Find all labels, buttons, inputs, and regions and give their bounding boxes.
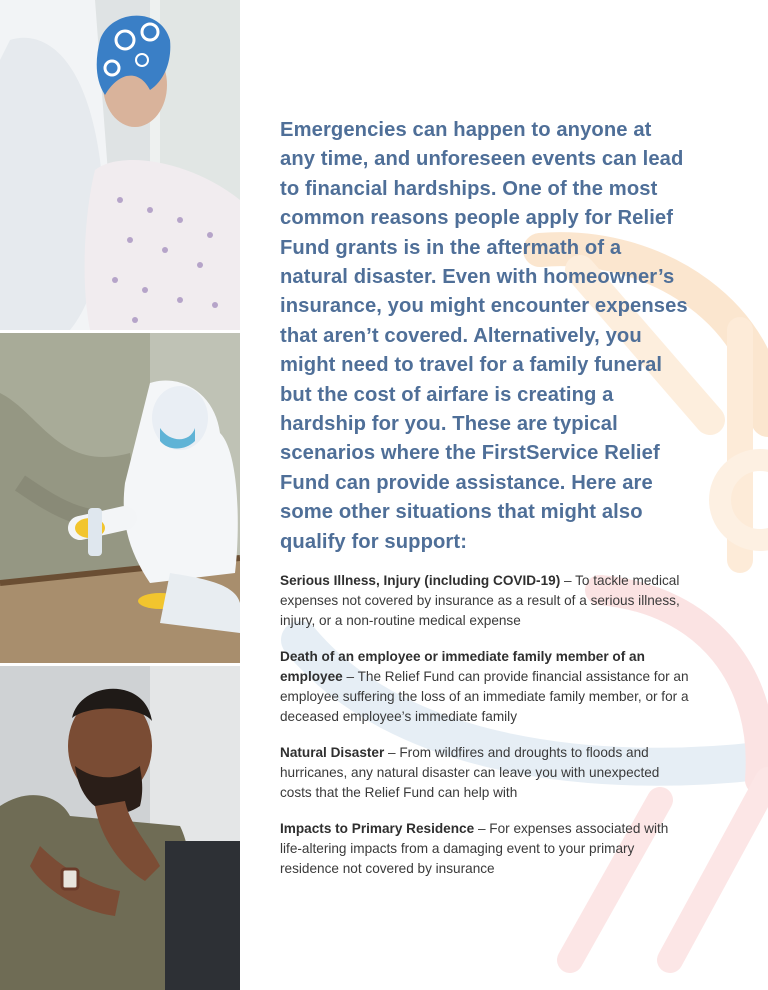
item-text: – From wildfires and droughts to floods and hurricanes, any natural disaster can leave you with unexpected costs that the Relief Fund can help with [280, 745, 660, 801]
item-title: Death of an employee or immediate family member of an employee [280, 649, 645, 685]
list-item-natural-disaster [280, 743, 690, 803]
photo-worker-cleaning-mold [0, 333, 240, 663]
list-item-death [280, 647, 690, 727]
situations-list [280, 571, 690, 879]
intro-heading: Emergencies can happen to anyone at any time, and unforeseen events can lead to financial hardships. One of the most common reasons people apply for Relief Fund grants is in the aftermath of a natural disaster. Even with homeowner’s insurance, you might encounter expenses that aren’t covered. Alternatively, you might need to travel for a family funeral but the cost of airfare is creating a hardship for you. These are typical scenarios where the FirstService Relief Fund can provide assistance. Here are some other situations that might also qualify for support: [280, 119, 688, 553]
item-title: Natural Disaster [280, 745, 385, 761]
photo-patient-in-hospital-bed [0, 0, 240, 330]
deco-ring [720, 460, 768, 540]
item-title: Impacts to Primary Residence [280, 821, 475, 837]
list-item-primary-residence [280, 819, 690, 879]
item-title: Serious Illness, Injury (including COVID-19) [280, 573, 561, 589]
list-item-illness [280, 571, 690, 631]
photo-stressed-man [0, 666, 240, 990]
item-text: – To tackle medical expenses not covered by insurance as a result of a serious illness, injury, or a non-routine medical expense [280, 573, 680, 629]
item-text: – The Relief Fund can provide financial assistance for an employee suffering the loss of an immediate family member, or for a deceased employee’s immediate family [280, 669, 689, 725]
content-column [280, 116, 690, 895]
item-text: – For expenses associated with life-altering impacts from a damaging event to your primary residence not covered by insurance [280, 821, 669, 877]
